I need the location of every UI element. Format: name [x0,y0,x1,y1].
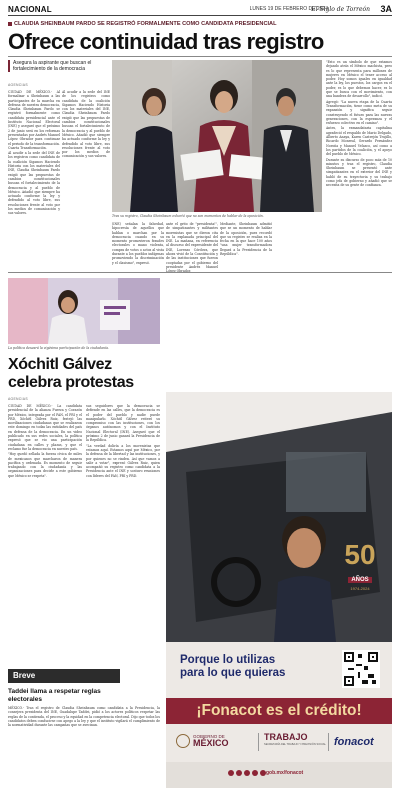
ad-logos [176,730,382,758]
breve-label: Breve [8,669,120,683]
story-kicker: CLAUDIA SHEINBAUM PARDO SE REGISTRÓ FORMALMENTE COMO CANDIDATA PRESIDENCIAL [8,21,277,27]
divider [8,56,392,57]
photo-caption: Tras su registro, Claudia Sheinbaum exhortó que no son momentos de hablar de la oposición. [112,214,264,218]
square-bullet-icon [8,22,12,26]
fonacot-ad [166,392,392,788]
photo-caption: La política deseará la vigésima participación de la ciudadanía. [8,346,109,350]
page-header [8,4,392,16]
page-number: 3A [380,4,392,14]
facebook-icon[interactable] [228,770,234,776]
youtube-icon[interactable] [244,770,250,776]
article-column: (INE) señalan la falsedad, hipocresía de aquellos que hablan o marchan por la democracia cuando en su momento promovieron fraudes electorales o mano violenta, compra de votos o actos al vista durante a los pueblos indígenas promoviendo la discriminación y el clasismo", expresó. [112,222,164,265]
byline: AGENCIAS [8,83,28,87]
article-column: Mediante, Sheinbaum admitió que se un momento de hablar de la oposición, pues recordó que su registro se realiza en la fecha en la que hace 100 años "una mujer transformadora llegará a la Presidencia de la República". [220,222,272,257]
divider [258,733,259,751]
qr-code-icon[interactable] [342,650,380,688]
article-column: "Esto es un símbolo de que estamos dejando atrás el México machista, pero es lo que representa para millones de mujeres en México el tener acceso al poder. Hoy somos iguales en igualdad ante la ley, los puestos, los cargos en el poder, es lo que debemos hacer, es lo que se busca con el movimiento, con una bandera de desarrollo", indicó. Agregó: "La nueva etapa de la Cuarta Transformación, tiene como meta de su expansión y significa seguir construyendo el futuro para las nuevas generaciones, con la esperanza y el esfuerzo colectivo en el camino". Antes, la exmandataria capitalina agradeció el respaldo de Mario Delgado, Alberto Anaya, Karen Castrejón Trujillo, Ricardo Monreal, Gerardo Fernández Noroña y Manuel Velasco, así como a los partidos de la coalición, y el apoyo del pueblo de México. Durante su discurso de poco más de 10 minutos y tras el registro, Claudia Sheinbaum se presentó ante simpatizantes en el exterior del INE y habló de su trayectoria y su trabajo como jefa de gobierno y añadió que se necesita de su gente de confianza. [326,60,392,188]
photo-xochitl-galvez [8,278,160,344]
ad-url[interactable]: gob.mx/fonacot [266,770,304,776]
divider [328,733,329,751]
article-column: Al acudir a la sede del INE de los registros como candidata de la coalición Sigamos Haciendo Historia con los materiales del INE, Claudia Sheinbaum Pardo exigió que las propuestas de cambios constitucionales buscan el fortalecimiento de la democracia y al pueblo de México. Añadió que siempre ha actuado conforme la ley y defendido al voto libre, sus resoluciones frente al voto por los medios de comunicación y sus valores. [62,90,110,159]
article-column: sus seguidores que la democracia se defiende en las calles, que la democracia es el poder del pueblo y nadie puede manipularlo. Xóchitl Gálvez reiteró su compromiso con las instituciones, con los órganos autónomos y con el Instituto Nacional Electoral (INE). Aseguró que el próximo 2 de junio ganará la Presidencia de la República. "La verdad doliría a los morenistas que estamos aquí. Estamos aquí por México, por la defensa de la libertad y las instituciones, y por quienes no se rinden. Así que vamos a salir a votar", expresó Gálvez Ruiz, quien acompañó su registro como candidata a la Presidencia ante el INE y sostuvo reuniones con líderes del PAN, PRI y PRD. [86,404,160,478]
social-icons [228,770,266,776]
breve-body: MÉXICO.- Tras el registro de Claudia Sheinbaum como candidata a la Presidencia, la consejera presidenta del INE, Guadalupe Taddei, pidió a los actores políticos respetar las reglas de la contienda, el proceso y la equidad en la competencia electoral. Dijo que todos los candidatos deben conducirse con apego a la ley y que el instituto vigilará el cumplimiento de la normatividad durante las campañas que se avecinan. [8,706,160,728]
masthead: El Siglo de Torreón [311,5,370,13]
x-icon[interactable] [236,770,242,776]
ad-footer [166,762,392,788]
article-column: CIUDAD DE MÉXICO.- Al formalizar a Sheinbaum a las participantes de la marcha en defensa de nuestra democracia, Claudia Sheinbaum Pardo se registró formalmente como candidata presidencial ante el Instituto Nacional Electoral (INE) y aseguró que el próximo 2 de junio será en los reformas presentadas por Andrés Manuel López Obrador para continuar el periodo de la transformación. Cuarta Transformación. Al acudir a la sede del INE de los registros como candidata de la coalición Sigamos Haciendo Historia con los materiales del INE, Claudia Sheinbaum Pardo exigió que las propuestas de cambios constitucionales buscan el fortalecimiento de la democracia y al pueblo de México. Añadió que siempre ha actuado conforme la ley y defendido al voto libre, sus resoluciones frente al voto por los medios de comunicación y sus valores. [8,90,60,216]
breve-headline: Taddei llama a respetar reglas electorales [8,688,101,703]
ad-slogan: Porque lo utilizas para lo que quieras [180,654,286,679]
section-label: NACIONAL [8,5,52,14]
article-column: CIUDAD DE MÉXICO.- La candidata presidencial de la alianza Fuerza y Corazón por México, integrada por el PAN, el PRI y el PRD, Xóchitl Gálvez Ruiz, festejó las movilizaciones ciudadanas que se realizaron este domingo en todas las entidades del país en defensa de la democracia. En un video publicado en sus redes sociales, la política expresó que se vio una participación ciudadana en calles y plazas, y que el reclamo fue la democracia en nuestro país. "Hoy quedó sellada la fuerza cívica de miles de mexicanos que marcharon de manera pacífica y ordenada. Es momento de seguir trabajando con la ciudadanía y las organizaciones para decirle a este gobierno que México se respeta". [8,404,82,478]
divider [8,272,392,273]
fonacot-logo: fonacot [334,736,374,748]
trabajo-logo: TRABAJO SECRETARÍA DEL TRABAJO Y PREVISIÓN SOCIAL [264,732,326,746]
ad-photo-man-in-car [166,392,392,642]
xochitl-photo [8,278,160,344]
gov-mexico-logo: GOBIERNO DE MÉXICO [193,734,229,748]
article-column: ante el grito de "presidenta!", de simpatizantes y militantes morenistas que se dieron cita en la explanada principal del INE. La mañana, en referencia al discurso del expresidente del INE, Lorenzo Córdova, que ahora vivió de la Constitución y de las instituciones que fueron cooptadas por el gobierno del presidente Andrés Manuel [166,222,218,269]
second-headline: Xóchitl Gálvez celebra protestas [8,356,134,391]
gov-seal-icon [176,734,190,748]
issue-date: LUNES 19 DE FEBRERO DE 2024 [249,6,328,12]
subheadline: Asegura la aspirante que buscan el fortalecimiento de la democracia [8,60,104,72]
photo-sheinbaum-registration [112,60,322,212]
main-headline: Ofrece continuidad tras registro [8,29,324,54]
anniversary-badge: 50 AÑOS 1974-2024 [344,539,376,591]
instagram-icon[interactable] [252,770,258,776]
byline: AGENCIAS [8,397,28,401]
ad-banner: ¡Fonacot es el crédito! [166,698,392,724]
main-photo [112,60,322,212]
